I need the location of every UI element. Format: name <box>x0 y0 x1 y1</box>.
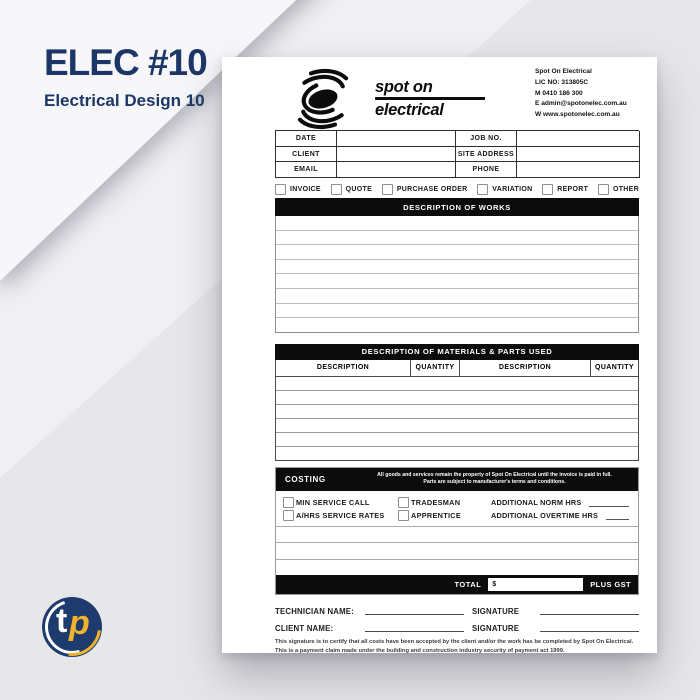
signature-label: SIGNATURE <box>472 624 520 634</box>
materials-rows <box>276 377 638 460</box>
apprentice-label: APPRENTICE <box>411 510 462 520</box>
materials-column-headers <box>276 360 638 377</box>
costing-ruled-lines <box>276 526 638 576</box>
min-service-call-label: MIN SERVICE CALL <box>296 497 370 507</box>
client-info-table <box>275 130 639 178</box>
brand-name-line1: spot on <box>375 78 433 96</box>
materials-description-cell[interactable] <box>460 447 591 460</box>
costing-options <box>276 491 638 526</box>
doc-type-label: PURCHASE ORDER <box>396 185 468 193</box>
contact-line: M 0410 186 300 <box>535 89 583 97</box>
additional-norm-hrs-label: ADDITIONAL NORM HRS <box>491 497 582 507</box>
info-label-right: SITE ADDRESS <box>456 147 517 163</box>
technician-signature-row <box>275 601 639 618</box>
info-value-right[interactable] <box>517 131 640 147</box>
materials-row <box>276 419 638 433</box>
works-line[interactable] <box>276 216 638 231</box>
materials-quantity-cell[interactable] <box>411 419 460 432</box>
plus-gst-label: PLUS GST <box>590 580 631 590</box>
materials-description-cell[interactable] <box>460 377 591 390</box>
materials-description-cell[interactable] <box>460 419 591 432</box>
materials-row <box>276 391 638 405</box>
form-page <box>222 57 657 653</box>
signature-label: SIGNATURE <box>472 607 520 617</box>
min-service-call-checkbox[interactable] <box>283 497 294 508</box>
costing-terms-line1: All goods and services remain the property of Spot On Electrical until the invoice is paid in full. <box>377 471 612 478</box>
works-line[interactable] <box>276 231 638 246</box>
materials-quantity-cell[interactable] <box>591 391 638 404</box>
materials-column-label: QUANTITY <box>591 360 638 377</box>
brand-name-line2: electrical <box>375 100 444 119</box>
additional-overtime-hrs-line[interactable] <box>606 510 629 520</box>
materials-quantity-cell[interactable] <box>591 377 638 390</box>
doc-type-label: INVOICE <box>290 185 321 193</box>
doc-type-checkbox[interactable] <box>542 184 553 195</box>
contact-line: LIC NO: 313805C <box>535 78 589 86</box>
materials-quantity-cell[interactable] <box>591 447 638 460</box>
apprentice-checkbox[interactable] <box>398 510 409 521</box>
costing-line[interactable] <box>276 542 638 559</box>
materials-description-cell[interactable] <box>276 419 411 432</box>
doc-type-checkbox[interactable] <box>477 184 488 195</box>
client-name-line[interactable] <box>365 621 464 632</box>
costing-option-row <box>283 496 631 509</box>
info-label-right: JOB NO. <box>456 131 517 147</box>
contact-line: Spot On Electrical <box>535 68 592 75</box>
doc-type-checkbox[interactable] <box>275 184 286 195</box>
materials-description-cell[interactable] <box>276 391 411 404</box>
costing-title: COSTING <box>285 474 326 484</box>
costing-line[interactable] <box>276 559 638 576</box>
materials-row <box>276 433 638 447</box>
doc-type-label: VARIATION <box>492 185 533 193</box>
doc-type-option[interactable] <box>542 184 588 195</box>
works-section <box>275 198 639 333</box>
info-label-left: EMAIL <box>276 162 337 178</box>
contact-line: W www.spotonelec.com.au <box>535 111 620 119</box>
logo-letter-p: p <box>69 604 90 642</box>
materials-row <box>276 377 638 391</box>
technician-name-line[interactable] <box>365 604 464 615</box>
works-line[interactable] <box>276 245 638 260</box>
spot-on-swirl-icon <box>277 63 369 135</box>
materials-description-cell[interactable] <box>276 377 411 390</box>
brand-wordmark <box>375 79 485 119</box>
costing-terms-line2: Parts are subject to manufacturer's terms and conditions. <box>423 479 566 486</box>
brand-rule <box>375 97 485 100</box>
materials-quantity-cell[interactable] <box>411 433 460 446</box>
works-line[interactable] <box>276 274 638 289</box>
works-line[interactable] <box>276 304 638 319</box>
doc-type-option[interactable] <box>477 184 532 195</box>
signature-section <box>275 601 639 656</box>
works-lines <box>275 216 639 333</box>
info-value-left[interactable] <box>337 162 456 178</box>
client-signature-row <box>275 618 639 635</box>
materials-header-bar: DESCRIPTION OF MATERIALS & PARTS USED <box>275 344 639 360</box>
materials-description-cell[interactable] <box>276 447 411 460</box>
client-name-label: CLIENT NAME: <box>275 624 334 634</box>
doc-type-option[interactable] <box>275 184 321 195</box>
ahrs-service-rates-checkbox[interactable] <box>283 510 294 521</box>
technician-signature-line[interactable] <box>540 604 639 615</box>
doc-type-checkbox[interactable] <box>382 184 393 195</box>
additional-overtime-hrs-label: ADDITIONAL OVERTIME HRS <box>491 510 599 520</box>
total-amount-field[interactable] <box>488 578 583 591</box>
info-value-right[interactable] <box>517 147 640 163</box>
doc-type-label: REPORT <box>557 185 589 193</box>
fine-print-line1: This signature is to certify that all costs have been accepted by the client and/or the work has be completed by Spot On Electrical. <box>275 639 634 646</box>
doc-type-label: OTHER <box>612 185 639 193</box>
total-bar <box>276 575 638 594</box>
technician-name-label: TECHNICIAN NAME: <box>275 607 354 617</box>
works-line[interactable] <box>276 289 638 304</box>
additional-norm-hrs-line[interactable] <box>589 497 629 507</box>
costing-option-row <box>283 509 631 522</box>
materials-description-cell[interactable] <box>460 405 591 418</box>
works-line[interactable] <box>276 260 638 275</box>
materials-quantity-cell[interactable] <box>411 377 460 390</box>
materials-row <box>276 405 638 419</box>
info-label-left: DATE <box>276 131 337 147</box>
logo-letter-t: t <box>56 602 68 640</box>
form-header <box>275 65 639 130</box>
info-value-left[interactable] <box>337 147 456 163</box>
design-title: ELEC #10 <box>44 42 207 83</box>
doc-type-label: QUOTE <box>345 185 373 193</box>
doc-type-row <box>275 183 639 195</box>
fine-print-line2: This is a payment claim made under the building and construction industry security of payment act 1999. <box>275 648 565 655</box>
works-line[interactable] <box>276 318 638 332</box>
materials-quantity-cell[interactable] <box>411 405 460 418</box>
doc-type-option[interactable] <box>331 184 372 195</box>
doc-type-checkbox[interactable] <box>331 184 342 195</box>
design-subtitle: Electrical Design 10 <box>44 91 205 110</box>
contact-line: E admin@spotonelec.com.au <box>535 100 627 108</box>
materials-column-label: DESCRIPTION <box>276 360 411 377</box>
materials-quantity-cell[interactable] <box>591 405 638 418</box>
materials-column-label: DESCRIPTION <box>460 360 591 377</box>
materials-quantity-cell[interactable] <box>411 391 460 404</box>
info-value-right[interactable] <box>517 162 640 178</box>
materials-description-cell[interactable] <box>460 391 591 404</box>
materials-quantity-cell[interactable] <box>591 433 638 446</box>
costing-line[interactable] <box>276 526 638 543</box>
total-label: TOTAL <box>454 580 482 590</box>
materials-description-cell[interactable] <box>276 405 411 418</box>
costing-section <box>275 467 639 596</box>
materials-description-cell[interactable] <box>460 433 591 446</box>
costing-terms <box>357 472 638 487</box>
materials-section <box>275 344 639 461</box>
doc-type-option[interactable] <box>382 184 468 195</box>
materials-quantity-cell[interactable] <box>591 419 638 432</box>
fine-print <box>275 638 639 656</box>
info-label-left: CLIENT <box>276 147 337 163</box>
contact-block <box>535 67 639 121</box>
doc-type-checkbox[interactable] <box>598 184 609 195</box>
materials-description-cell[interactable] <box>276 433 411 446</box>
currency-symbol: $ <box>492 581 497 589</box>
costing-header-bar <box>276 468 638 491</box>
works-header-bar: DESCRIPTION OF WORKS <box>275 198 639 216</box>
materials-column-label: QUANTITY <box>411 360 460 377</box>
materials-row <box>276 447 638 460</box>
design-annotation <box>44 42 207 111</box>
info-label-right: PHONE <box>456 162 517 178</box>
printshop-logo <box>42 597 102 657</box>
client-signature-line[interactable] <box>540 621 639 632</box>
materials-quantity-cell[interactable] <box>411 447 460 460</box>
doc-type-option[interactable] <box>598 184 639 195</box>
tradesman-label: TRADESMAN <box>411 497 461 507</box>
tradesman-checkbox[interactable] <box>398 497 409 508</box>
ahrs-service-rates-label: A/HRS SERVICE RATES <box>296 510 385 520</box>
